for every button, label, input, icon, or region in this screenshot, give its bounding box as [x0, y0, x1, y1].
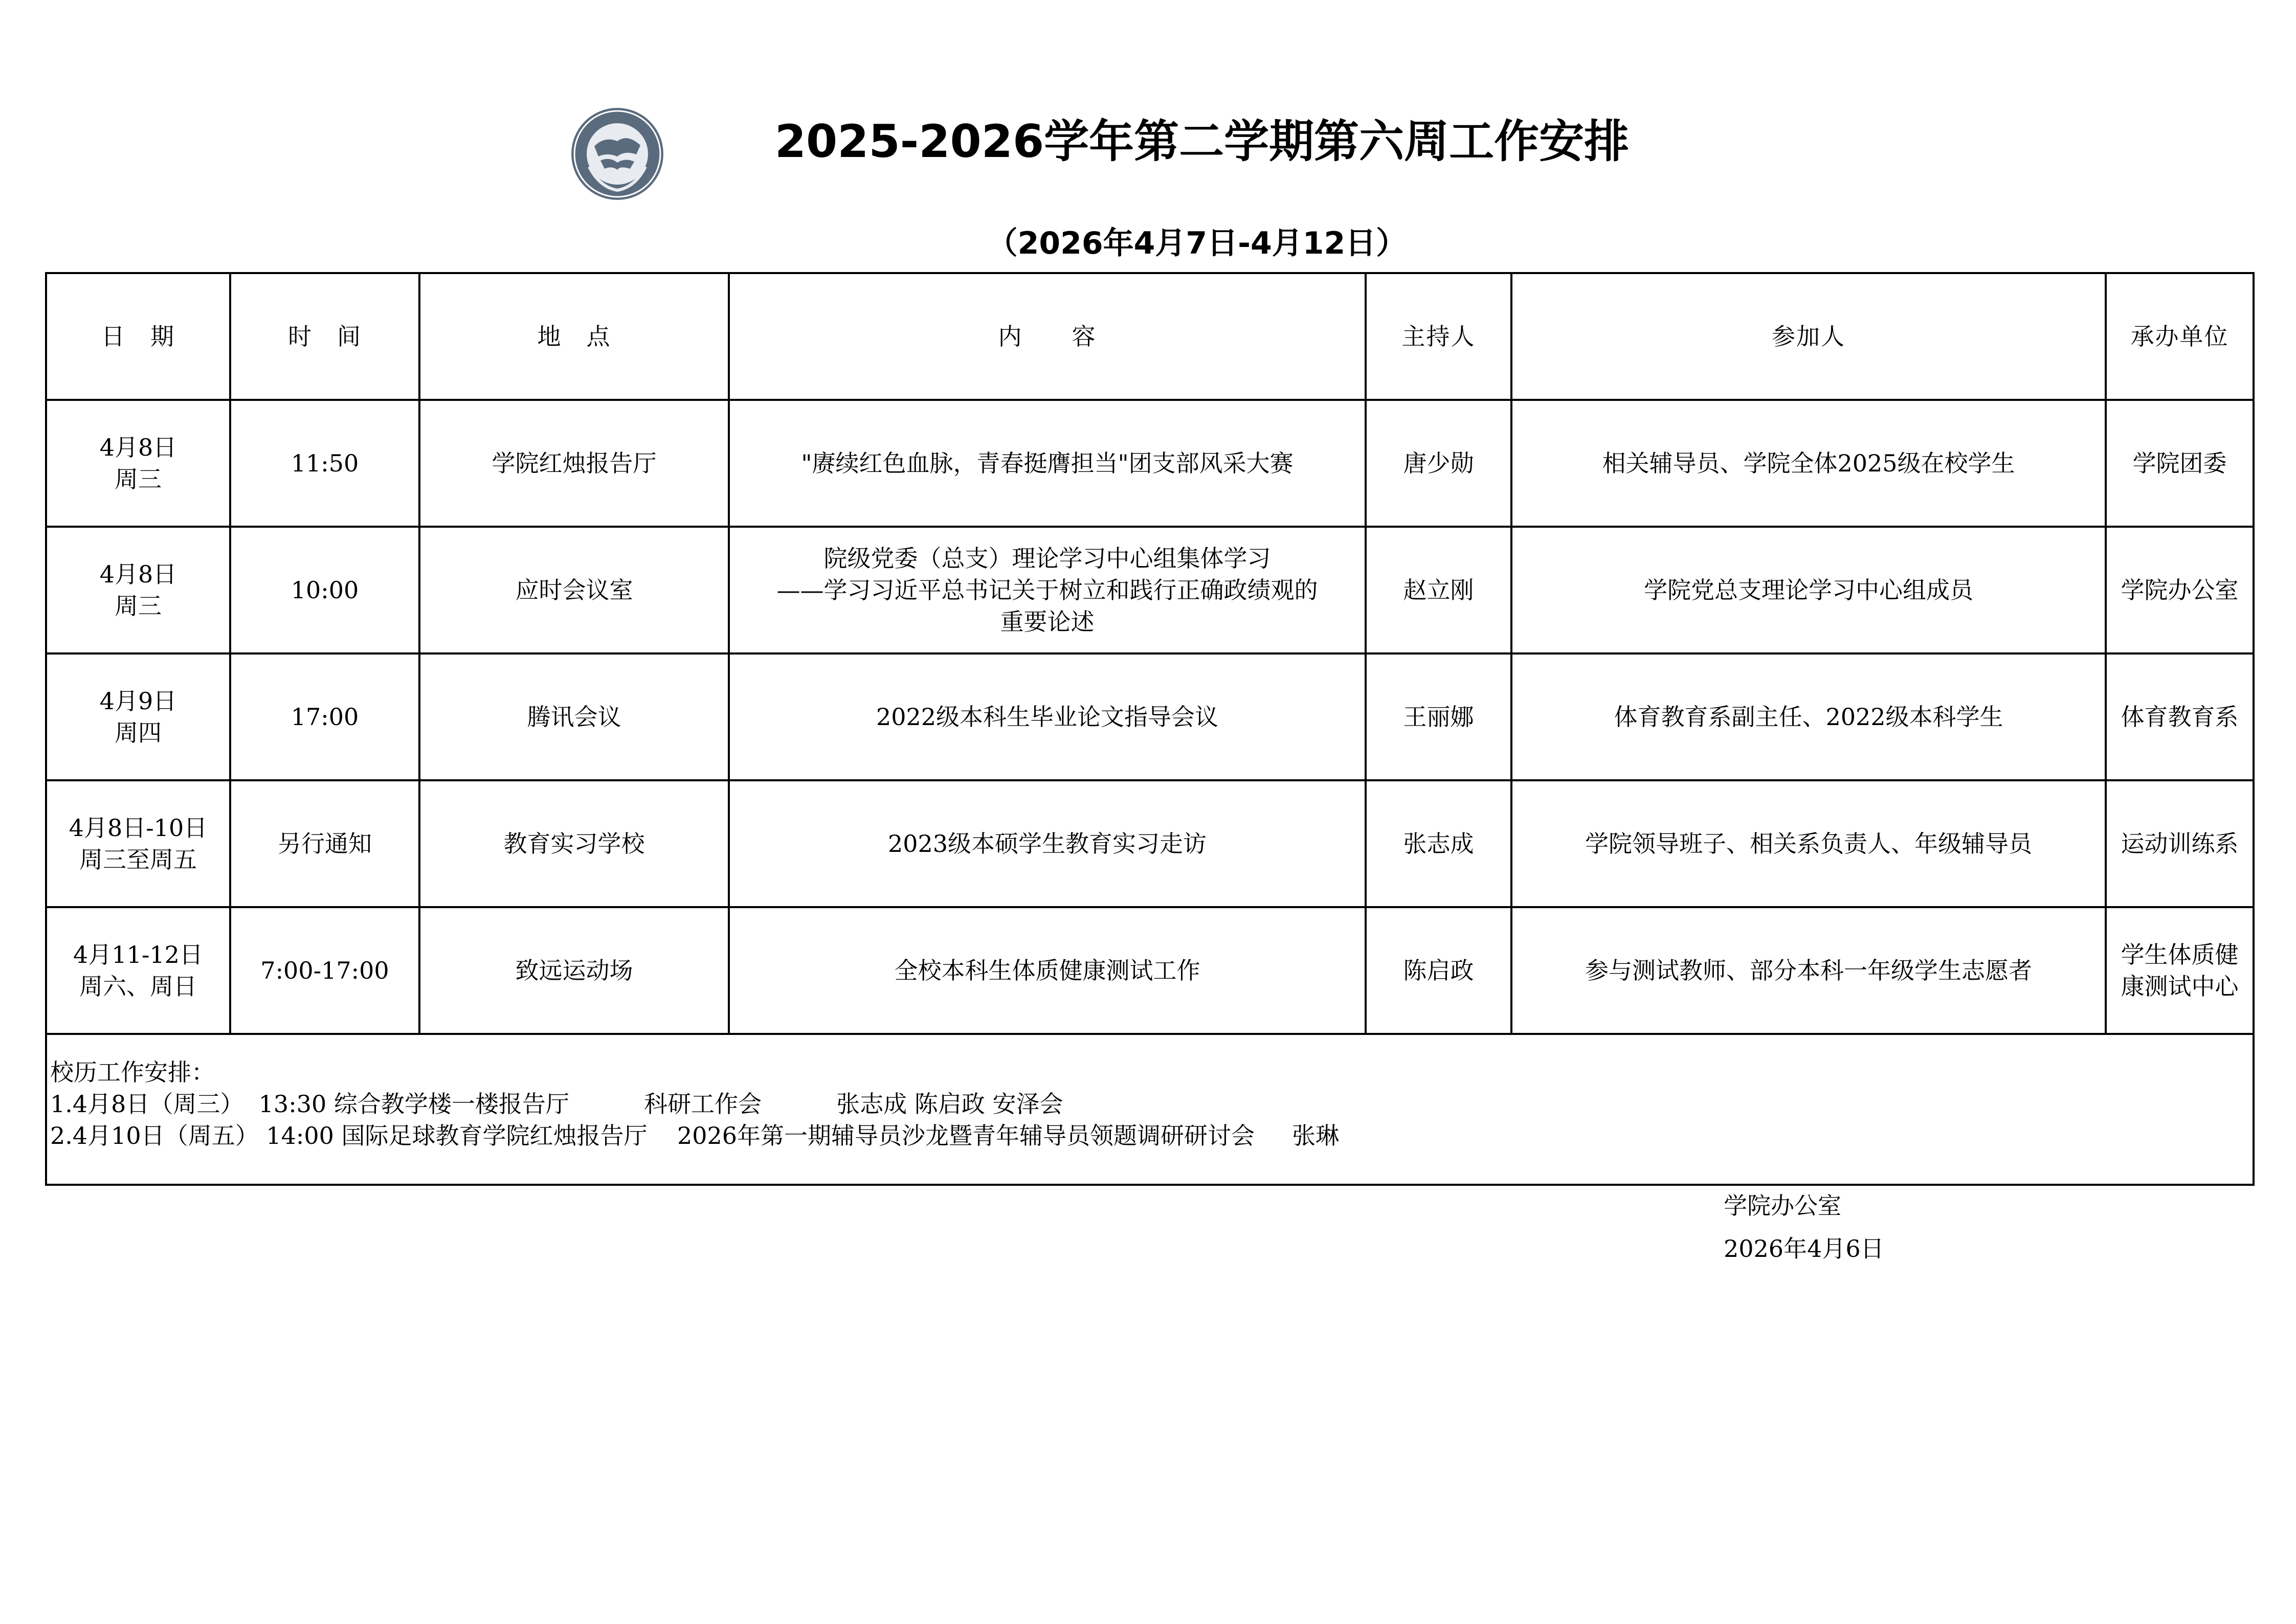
header-date: 日 期 [46, 273, 230, 400]
calendar-notes [46, 1034, 2254, 1185]
row-time: 另行通知 [230, 780, 419, 907]
header-unit: 承办单位 [2106, 273, 2254, 400]
row-time: 17:00 [230, 653, 419, 780]
content-line: 全校本科生体质健康测试工作 [894, 957, 1200, 984]
weekday-line: 周三至周五 [79, 846, 197, 873]
row-host: 陈启政 [1366, 907, 1511, 1034]
row-unit [2106, 653, 2254, 780]
row-content [729, 653, 1366, 780]
unit-line: 学院团委 [2132, 449, 2227, 477]
unit-line: 运动训练系 [2121, 830, 2239, 858]
content-line: 重要论述 [1000, 608, 1095, 636]
weekday-line: 周六、周日 [79, 973, 197, 1000]
row-date [46, 907, 230, 1034]
unit-line: 体育教育系 [2121, 703, 2239, 731]
row-unit [2106, 400, 2254, 527]
row-place: 腾讯会议 [419, 653, 729, 780]
row-attendees: 学院领导班子、相关系负责人、年级辅导员 [1511, 780, 2106, 907]
header-attendees: 参加人 [1511, 273, 2106, 400]
weekday-line: 周三 [115, 465, 162, 493]
header-content: 内 容 [729, 273, 1366, 400]
content-line: 2023级本硕学生教育实习走访 [887, 830, 1207, 858]
row-place: 学院红烛报告厅 [419, 400, 729, 527]
row-time: 11:50 [230, 400, 419, 527]
date-line: 4月8日 [99, 560, 177, 588]
row-unit [2106, 527, 2254, 653]
calendar-notes-row [46, 1034, 2254, 1185]
unit-line: 学生体质健 [2121, 941, 2239, 968]
table-row [46, 527, 2254, 653]
weekday-line: 周四 [115, 719, 162, 747]
row-host: 王丽娜 [1366, 653, 1511, 780]
weekday-line: 周三 [115, 592, 162, 620]
date-line: 4月8日-10日 [69, 814, 208, 842]
content-line: 院级党委（总支）理论学习中心组集体学习 [823, 545, 1271, 572]
row-attendees: 学院党总支理论学习中心组成员 [1511, 527, 2106, 653]
row-date [46, 400, 230, 527]
row-unit [2106, 780, 2254, 907]
header-time: 时 间 [230, 273, 419, 400]
page-title: 2025-2026学年第二学期第六周工作安排 [774, 115, 1630, 168]
row-date [46, 527, 230, 653]
table-header-row [46, 273, 2254, 400]
content-line: 2022级本科生毕业论文指导会议 [876, 703, 1219, 731]
date-line: 4月8日 [99, 434, 177, 461]
date-range-subtitle: （2026年4月7日-4月12日） [987, 225, 1407, 261]
row-time: 10:00 [230, 527, 419, 653]
row-place: 教育实习学校 [419, 780, 729, 907]
row-unit [2106, 907, 2254, 1034]
schedule-table [45, 272, 2255, 1186]
table-row [46, 400, 2254, 527]
row-host: 赵立刚 [1366, 527, 1511, 653]
calendar-heading: 校历工作安排： [50, 1058, 215, 1086]
date-line: 4月11-12日 [73, 941, 203, 968]
row-time: 7:00-17:00 [230, 907, 419, 1034]
table-row [46, 780, 2254, 907]
college-seal-icon [569, 105, 666, 202]
date-line: 4月9日 [99, 687, 177, 715]
header-host: 主持人 [1366, 273, 1511, 400]
row-content [729, 400, 1366, 527]
row-date [46, 780, 230, 907]
content-line: ——学习习近平总书记关于树立和践行正确政绩观的 [776, 576, 1318, 604]
footer-date: 2026年4月6日 [1724, 1235, 1884, 1262]
row-content [729, 780, 1366, 907]
row-content [729, 527, 1366, 653]
table-row [46, 907, 2254, 1034]
unit-line: 学院办公室 [2121, 576, 2239, 604]
row-host: 张志成 [1366, 780, 1511, 907]
row-attendees: 参与测试教师、部分本科一年级学生志愿者 [1511, 907, 2106, 1034]
row-content [729, 907, 1366, 1034]
header-place: 地 点 [419, 273, 729, 400]
calendar-item: 1.4月8日（周三） 13:30 综合教学楼一楼报告厅 科研工作会 张志成 陈启政 安泽会 [50, 1090, 1063, 1118]
unit-line: 康测试中心 [2121, 973, 2239, 1000]
row-attendees: 体育教育系副主任、2022级本科学生 [1511, 653, 2106, 780]
row-attendees: 相关辅导员、学院全体2025级在校学生 [1511, 400, 2106, 527]
calendar-item: 2.4月10日（周五） 14:00 国际足球教育学院红烛报告厅 2026年第一期辅导员沙龙暨青年辅导员领题调研研讨会 张琳 [50, 1122, 1340, 1149]
footer-issuer: 学院办公室 [1724, 1192, 1841, 1220]
table-row [46, 653, 2254, 780]
row-place: 应时会议室 [419, 527, 729, 653]
row-place: 致远运动场 [419, 907, 729, 1034]
row-date [46, 653, 230, 780]
row-host: 唐少勋 [1366, 400, 1511, 527]
content-line: "赓续红色血脉，青春挺膺担当"团支部风采大赛 [801, 449, 1294, 477]
